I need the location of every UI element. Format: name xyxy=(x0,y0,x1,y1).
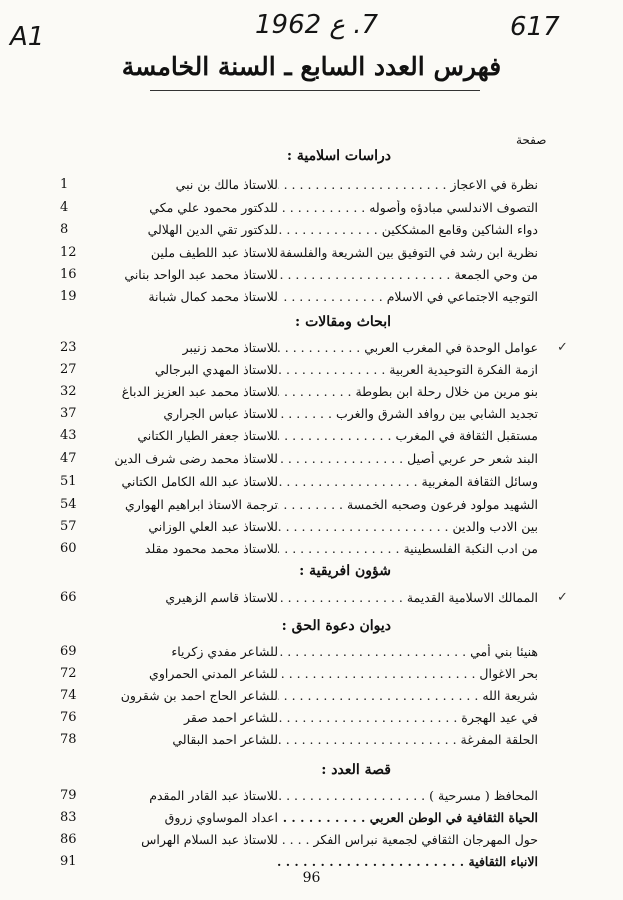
toc-entry xyxy=(60,474,580,494)
entry-page: 57 xyxy=(60,519,77,534)
toc-entry xyxy=(60,688,580,708)
entry-page: 78 xyxy=(60,732,77,747)
entry-page: 83 xyxy=(60,810,77,825)
entry-page: 76 xyxy=(60,710,77,725)
toc-entry xyxy=(60,245,580,265)
entry-title: التصوف الاندلسي مبادؤه وأصوله . . . xyxy=(278,200,538,215)
toc-entry xyxy=(60,362,580,382)
toc-entry xyxy=(60,428,580,448)
toc-entry xyxy=(60,289,580,309)
toc-entry xyxy=(60,832,580,852)
entry-page: 79 xyxy=(60,788,77,803)
toc-entry xyxy=(60,222,580,242)
toc-entry xyxy=(60,451,580,471)
toc-entry xyxy=(60,384,580,404)
entry-title: الحياة الثقافية في الوطن العربي . . . xyxy=(278,810,538,825)
section-heading: قصة العدد : xyxy=(321,762,391,778)
entry-title: التوجيه الاجتماعي في الاسلام . . . xyxy=(278,289,538,304)
entry-title: بنو مرين من خلال رحلة ابن بطوطة . . . xyxy=(278,384,538,399)
entry-author: للاستاذ عبد القادر المقدم xyxy=(149,788,278,803)
toc-entry xyxy=(60,406,580,426)
section-heading: شؤون افريقية : xyxy=(299,563,391,579)
toc-entry xyxy=(60,519,580,539)
entry-author: للاستاذ محمد كمال شبانة xyxy=(148,289,278,304)
entry-page: 74 xyxy=(60,688,77,703)
handwritten-date: 7. ع 1962 xyxy=(255,10,379,40)
section-heading: ديوان دعوة الحق : xyxy=(281,618,391,634)
entry-title: الممالك الاسلامية القديمة . . . xyxy=(278,590,538,605)
entry-page: 47 xyxy=(60,451,77,466)
toc-entry xyxy=(60,590,580,610)
entry-page: 54 xyxy=(60,497,77,512)
entry-title: ازمة الفكرة التوحيدية العربية . . . xyxy=(278,362,538,377)
entry-author: للشاعر احمد صقر xyxy=(183,710,278,725)
entry-title: بحر الاغوال . . . xyxy=(278,666,538,681)
entry-title: بين الادب والدين . . . xyxy=(278,519,538,534)
page-column-label: صفحة xyxy=(516,133,547,147)
entry-page: 60 xyxy=(60,541,77,556)
entry-page: 27 xyxy=(60,362,77,377)
entry-title: في عيد الهجرة . . . xyxy=(278,710,538,725)
section-heading: ابحاث ومقالات : xyxy=(295,314,391,330)
entry-author: للاستاذ المهدي البرجالي xyxy=(154,362,278,377)
entry-author: للشاعر المدني الحمراوي xyxy=(149,666,278,681)
entry-page: 37 xyxy=(60,406,77,421)
toc-entry xyxy=(60,267,580,287)
entry-author: ترجمة الاستاذ ابراهيم الهواري xyxy=(125,497,278,512)
page-title: فهرس العدد السابع ـ السنة الخامسة xyxy=(121,52,502,81)
page-number: 96 xyxy=(302,870,321,886)
entry-author: للاستاذ عبد العلي الوزاني xyxy=(148,519,278,534)
section-heading: دراسات اسلامية : xyxy=(286,148,391,164)
toc-entry xyxy=(60,666,580,686)
entry-author: للشاعر مفدي زكرياء xyxy=(171,644,278,659)
entry-page: 19 xyxy=(60,289,77,304)
entry-title: المحافظ ( مسرحية ) . . . xyxy=(278,788,538,803)
entry-author: للاستاذ محمد عبد الواحد بناني xyxy=(124,267,278,282)
entry-title: عوامل الوحدة في المغرب العربي . . . xyxy=(278,340,538,355)
entry-title: هنيئا بني أمي . . . xyxy=(278,644,538,659)
entry-page: 1 xyxy=(60,177,69,192)
entry-title: تجديد الشابي بين روافد الشرق والغرب . . . xyxy=(278,406,538,421)
entry-title: وسائل الثقافة المغربية . . . xyxy=(278,474,538,489)
toc-entry xyxy=(60,200,580,220)
entry-author: للاستاذ محمد رضى شرف الدين xyxy=(114,451,278,466)
entry-title: الشهيد مولود فرعون وصحبه الخمسة . . . xyxy=(278,497,538,512)
entry-page: 32 xyxy=(60,384,77,399)
checkmark-icon: ✓ xyxy=(557,340,568,355)
entry-page: 69 xyxy=(60,644,77,659)
entry-page: 8 xyxy=(60,222,69,237)
toc-entry xyxy=(60,710,580,730)
entry-page: 86 xyxy=(60,832,77,847)
entry-author: للاستاذ محمد عبد العزيز الدباغ xyxy=(121,384,278,399)
entry-title: مستقبل الثقافة في المغرب . . . xyxy=(278,428,538,443)
entry-title: من وحي الجمعة . . . xyxy=(278,267,538,282)
entry-title: الحلقة المفرغة . . . xyxy=(278,732,538,747)
entry-author: للدكتور محمود علي مكي xyxy=(149,200,278,215)
toc-entry xyxy=(60,644,580,664)
entry-author: للاستاذ عبد الله الكامل الكتاني xyxy=(121,474,278,489)
entry-author: للشاعر احمد البقالي xyxy=(172,732,278,747)
entry-author: للدكتور تقي الدين الهلالي xyxy=(147,222,278,237)
entry-title: البند شعر حر عربي أصيل . . . xyxy=(278,451,538,466)
entry-page: 43 xyxy=(60,428,77,443)
entry-page: 66 xyxy=(60,590,77,605)
entry-title: شريعة الله . . . xyxy=(278,688,538,703)
entry-page: 12 xyxy=(60,245,77,260)
entry-author: للاستاذ قاسم الزهيري xyxy=(165,590,278,605)
handwritten-number: 617 xyxy=(510,12,560,42)
entry-title: الانباء الثقافية . . . xyxy=(278,854,538,869)
entry-title: نظرة في الاعجاز . . . xyxy=(278,177,538,192)
entry-author: للاستاذ جعفر الطيار الكتاني xyxy=(137,428,278,443)
entry-author: للاستاذ عبد السلام الهراس xyxy=(141,832,278,847)
entry-title: دواء الشاكين وقامع المشككين . . . xyxy=(278,222,538,237)
entry-author: للاستاذ عباس الجراري xyxy=(163,406,278,421)
toc-entry xyxy=(60,810,580,830)
entry-author: للاستاذ محمد زنيبر xyxy=(182,340,278,355)
toc-entry xyxy=(60,541,580,561)
entry-page: 72 xyxy=(60,666,77,681)
entry-page: 16 xyxy=(60,267,77,282)
entry-title: نظرية ابن رشد في التوفيق بين الشريعة والفلسفة . . . xyxy=(278,245,538,260)
toc-entry xyxy=(60,340,580,360)
entry-author: للاستاذ مالك بن نبي xyxy=(175,177,278,192)
entry-author: للاستاذ محمد محمود مقلد xyxy=(144,541,278,556)
entry-author: للاستاذ عبد اللطيف ملين xyxy=(150,245,278,260)
title-underline xyxy=(150,90,480,91)
toc-entry xyxy=(60,732,580,752)
handwritten-code: A1 xyxy=(10,22,45,52)
checkmark-icon: ✓ xyxy=(557,590,568,605)
toc-entry xyxy=(60,497,580,517)
toc-entry xyxy=(60,177,580,197)
entry-title: من ادب النكبة الفلسطينية . . . xyxy=(278,541,538,556)
entry-page: 51 xyxy=(60,474,77,489)
entry-page: 23 xyxy=(60,340,77,355)
toc-entry xyxy=(60,788,580,808)
entry-page: 91 xyxy=(60,854,77,869)
entry-author: اعداد الموساوي زروق xyxy=(164,810,278,825)
entry-page: 4 xyxy=(60,200,69,215)
entry-title: حول المهرجان الثقافي لجمعية نبراس الفكر . . . xyxy=(278,832,538,847)
entry-author: للشاعر الحاج احمد بن شقرون xyxy=(120,688,278,703)
